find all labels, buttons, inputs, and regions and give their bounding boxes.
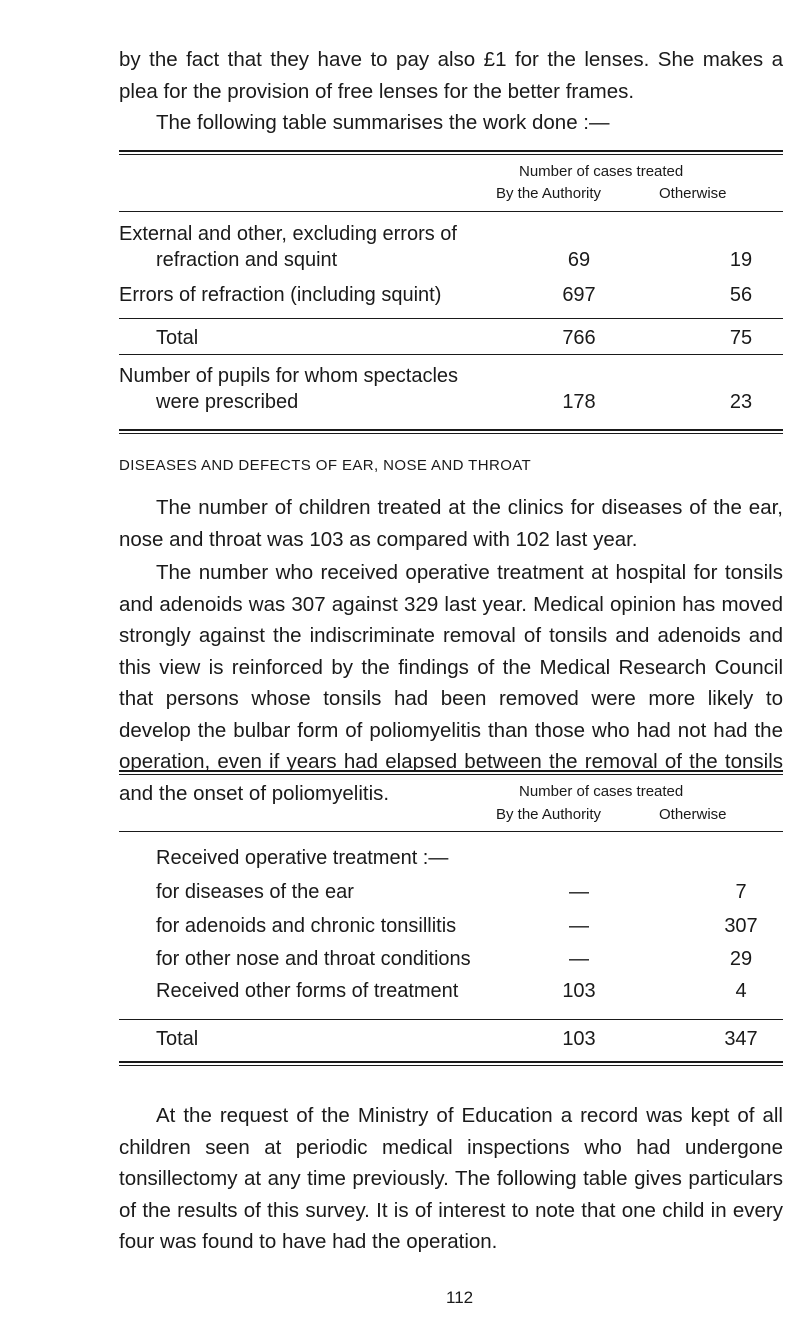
authority-value: 103 xyxy=(562,980,596,1002)
authority-value: — xyxy=(569,948,589,970)
ent-cases-table xyxy=(119,770,783,1070)
tonsils-paragraph: The number who received operative treatment at hospital for tonsils and adenoids was 307 against 329 last year. Medical opinion has moved strongly against the indiscriminate removal of tonsils and adenoids and this view is reinforced by the findings of the Medical Research Council that persons whose tonsils had been removed were more likely to develop the bulbar form of poliomyelitis than those who had not had the operation, even if years had elapsed between the removal of the tonsils and the onset of poliomyelitis. xyxy=(119,561,783,805)
table-top-rule xyxy=(119,770,783,775)
intro-paragraph: by the fact that they have to pay also £1 for the lenses. She makes a plea for the provision of free lenses for the better frames. xyxy=(119,48,783,103)
otherwise-value: 19 xyxy=(729,249,753,271)
total-bottom-rule xyxy=(119,354,783,355)
spectacles-otherwise: 23 xyxy=(729,391,753,413)
total-authority: 103 xyxy=(562,1028,596,1050)
row-label: for other nose and throat conditions xyxy=(156,948,471,970)
spectacles-authority: 178 xyxy=(562,391,596,413)
group-label: Received operative treatment :— xyxy=(156,847,449,869)
otherwise-value: 307 xyxy=(724,915,758,937)
otherwise-value: 29 xyxy=(729,948,753,970)
total-otherwise: 347 xyxy=(724,1028,758,1050)
authority-value: — xyxy=(569,881,589,903)
survey-paragraph: At the request of the Ministry of Education a record was kept of all children seen at periodic medical inspections who had undergone tonsillectomy at any time previously. The following table gives particulars of the results of this survey. It is of interest to note that one child in every four was found to have had the operation. xyxy=(119,1104,783,1253)
row-label: Received other forms of treatment xyxy=(156,980,459,1002)
total-authority: 766 xyxy=(562,327,596,349)
otherwise-value: 56 xyxy=(729,284,753,306)
table-intro-paragraph: The following table summarises the work done :— xyxy=(156,111,610,134)
vision-cases-table xyxy=(119,150,783,440)
otherwise-value: 7 xyxy=(735,881,747,903)
header-rule xyxy=(119,831,783,832)
total-top-rule xyxy=(119,1019,783,1020)
total-otherwise: 75 xyxy=(729,327,753,349)
total-top-rule xyxy=(119,318,783,319)
otherwise-value: 4 xyxy=(735,980,747,1002)
column-header-authority: By the Authority xyxy=(496,185,602,202)
table-bottom-rule xyxy=(119,1061,783,1066)
column-group-header: Number of cases treated xyxy=(519,163,684,180)
row-label: for adenoids and chronic tonsillitis xyxy=(156,915,457,937)
spectacles-label: Number of pupils for whom spectacles xyxy=(119,365,459,387)
row-label: Errors of refraction (including squint) xyxy=(119,284,442,306)
spectacles-label-continued: were prescribed xyxy=(156,391,299,413)
table-bottom-rule xyxy=(119,429,783,434)
column-header-otherwise: Otherwise xyxy=(659,185,727,202)
ent-summary-paragraph: The number of children treated at the clinics for diseases of the ear, nose and throat was 103 as compared with 102 last year. xyxy=(119,496,783,551)
column-group-header: Number of cases treated xyxy=(519,783,684,800)
row-label: for diseases of the ear xyxy=(156,881,354,903)
authority-value: — xyxy=(569,915,589,937)
header-rule xyxy=(119,211,783,212)
total-label: Total xyxy=(156,327,199,349)
authority-value: 69 xyxy=(567,249,591,271)
section-heading: DISEASES AND DEFECTS OF EAR, NOSE AND THROAT xyxy=(119,457,532,474)
column-header-authority: By the Authority xyxy=(496,806,602,823)
page-number: 112 xyxy=(446,1288,474,1307)
authority-value: 697 xyxy=(562,284,596,306)
total-label: Total xyxy=(156,1028,199,1050)
table-top-rule xyxy=(119,150,783,155)
row-label: External and other, excluding errors of xyxy=(119,223,457,245)
row-label-continued: refraction and squint xyxy=(156,249,338,271)
column-header-otherwise: Otherwise xyxy=(659,806,727,823)
